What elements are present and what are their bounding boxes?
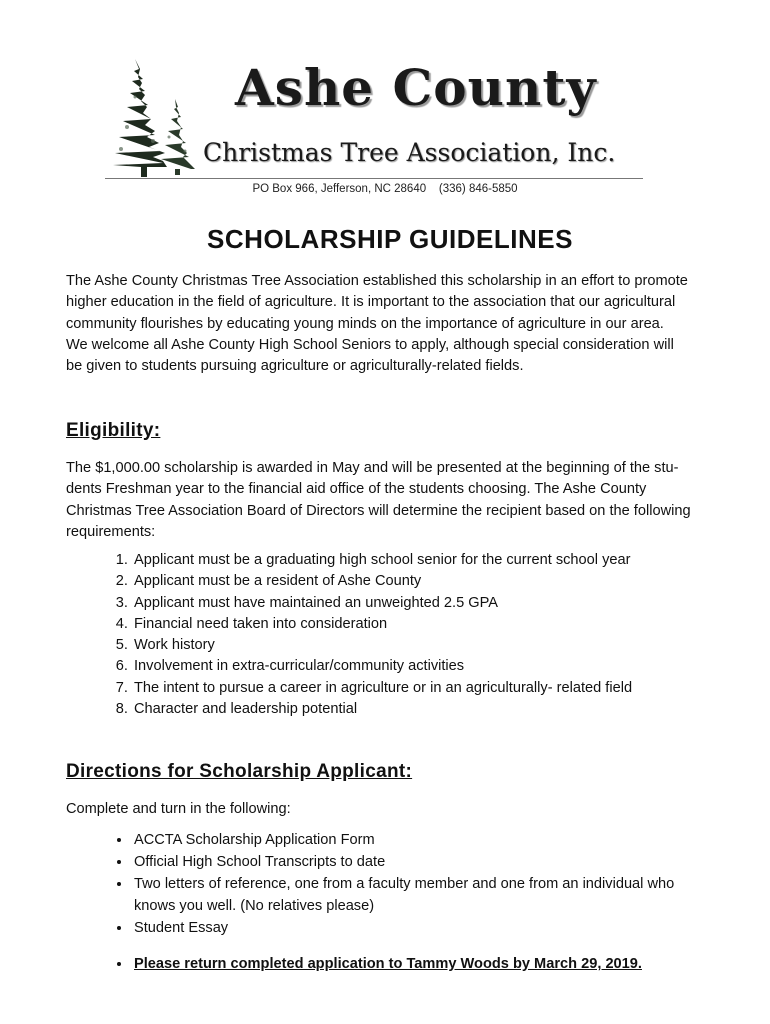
checklist-item: • Student Essay bbox=[132, 917, 752, 939]
page-title: SCHOLARSHIP GUIDELINES bbox=[207, 224, 573, 254]
deadline-note-list bbox=[94, 953, 642, 975]
intro-paragraph bbox=[66, 271, 726, 377]
intro-line: The Ashe County Christmas Tree Association established this scholarship in an effort to promote bbox=[66, 273, 688, 289]
directions-heading: Directions for Scholarship Applicant: bbox=[66, 761, 413, 782]
letterhead bbox=[105, 52, 645, 182]
requirement-item: 4. Financial need taken into consideration bbox=[132, 614, 632, 635]
requirement-item: 2. Applicant must be a resident of Ashe County bbox=[132, 571, 632, 592]
checklist-item: • Two letters of reference, one from a faculty member and one from an individual who knows you well. (No relatives please) bbox=[132, 873, 752, 917]
requirement-item: 7. The intent to pursue a career in agriculture or in an agriculturally- related field bbox=[132, 678, 632, 699]
deadline-note: • Please return completed application to Tammy Woods by March 29, 2019. bbox=[132, 953, 642, 975]
requirement-item: 1. Applicant must be a graduating high school senior for the current school year bbox=[132, 550, 632, 571]
eligibility-heading: Eligibility: bbox=[66, 420, 161, 441]
eligibility-line: dents Freshman year to the financial aid office of the students choosing. The Ashe County bbox=[66, 481, 647, 498]
org-subtitle: Christmas Tree Association, Inc. bbox=[203, 138, 616, 167]
requirement-item: 8. Character and leadership potential bbox=[132, 699, 632, 720]
intro-line: higher education in the field of agriculture. It is important to the association that our agricultural bbox=[66, 294, 676, 311]
eligibility-line: The $1,000.00 scholarship is awarded in May and will be presented at the beginning of the stu- bbox=[66, 460, 679, 476]
org-name: Ashe County bbox=[235, 58, 597, 117]
eligibility-line: Christmas Tree Association Board of Directors will determine the recipient based on the following bbox=[66, 502, 691, 519]
christmas-tree-icon bbox=[105, 57, 205, 177]
checklist bbox=[94, 829, 752, 939]
checklist-item: • Official High School Transcripts to date bbox=[132, 851, 752, 873]
requirements-list bbox=[92, 550, 632, 720]
requirement-item: 3. Applicant must have maintained an unweighted 2.5 GPA bbox=[132, 593, 632, 614]
intro-line: be given to students pursuing agriculture or agriculturally-related fields. bbox=[66, 358, 524, 375]
letterhead-divider bbox=[105, 178, 643, 179]
checklist-item: • ACCTA Scholarship Application Form bbox=[132, 829, 752, 851]
directions-intro: Complete and turn in the following: bbox=[66, 801, 291, 817]
intro-line: We welcome all Ashe County High School Seniors to apply, although special consideration will bbox=[66, 336, 674, 353]
org-address: PO Box 966, Jefferson, NC 28640 (336) 846-5850 bbox=[252, 183, 518, 195]
requirement-item: 6. Involvement in extra-curricular/community activities bbox=[132, 656, 632, 677]
eligibility-paragraph bbox=[66, 458, 726, 543]
eligibility-line: requirements: bbox=[66, 523, 156, 540]
intro-line: community flourishes by educating young minds on the importance of agriculture in our area. bbox=[66, 315, 664, 332]
requirement-item: 5. Work history bbox=[132, 635, 632, 656]
